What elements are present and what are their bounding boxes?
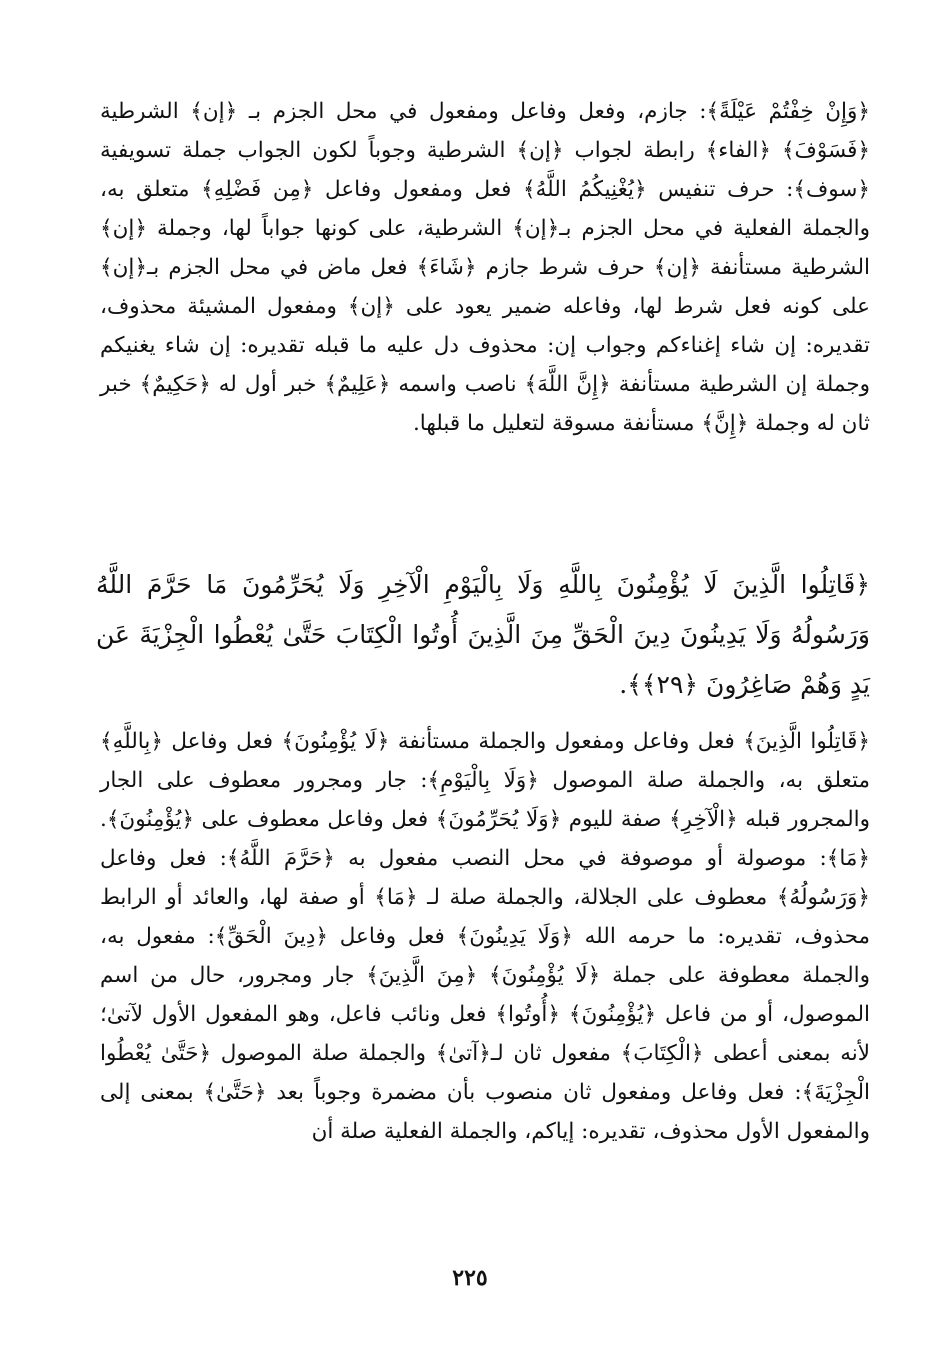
commentary-paragraph-2: ﴿قَاتِلُوا الَّذِينَ﴾ فعل وفاعل ومفعول والجملة مستأنفة ﴿لَا يُؤْمِنُونَ﴾ فعل وفاعل ﴿بِاللَّهِ﴾ متعلق به، والجملة صلة الموصول ﴿وَلَا بِالْيَوْمِ﴾: جار ومجرور معطوف على الجار والمجرور قبله ﴿الْآخِرِ﴾ صفة لليوم ﴿وَلَا يُحَرِّمُونَ﴾ فعل وفاعل معطوف على ﴿يُؤْمِنُونَ﴾. ﴿مَا﴾: موصولة أو موصوفة في محل النصب مفعول به ﴿حَرَّمَ اللَّهُ﴾: فعل وفاعل ﴿وَرَسُولُهُ﴾ معطوف على الجلالة، والجملة صلة لـ ﴿مَا﴾ أو صفة لها، والعائد أو الرابط محذوف، تقديره: ما حرمه الله ﴿وَلَا يَدِينُونَ﴾ فعل وفاعل ﴿دِينَ الْحَقِّ﴾: مفعول به، والجملة معطوفة على جملة ﴿لَا يُؤْمِنُونَ﴾ ﴿مِنَ الَّذِينَ﴾ جار ومجرور، حال من اسم الموصول، أو من فاعل ﴿يُؤْمِنُونَ﴾ ﴿أُوتُوا﴾ فعل ونائب فاعل، وهو المفعول الأول لآتىٰ؛ لأنه بمعنى أعطى ﴿الْكِتَابَ﴾ مفعول ثان لـ﴿آتىٰ﴾ والجملة صلة الموصول ﴿حَتَّىٰ يُعْطُوا الْجِزْيَةَ﴾: فعل وفاعل ومفعول ثان منصوب بأن مضمرة وجوباً بعد ﴿حَتَّىٰ﴾ بمعنى إلى والمفعول الأول محذوف، تقديره: إياكم، والجملة الفعلية صلة أن	[100, 729, 870, 1144]
quran-verse: ﴿قَاتِلُوا الَّذِينَ لَا يُؤْمِنُونَ بِاللَّهِ وَلَا بِالْيَوْمِ الْآخِرِ وَلَا يُحَرِّمُونَ مَا حَرَّمَ اللَّهُ وَرَسُولُهُ وَلَا يَدِينُونَ دِينَ الْحَقِّ مِنَ الَّذِينَ أُوتُوا الْكِتَابَ حَتَّىٰ يُعْطُوا الْجِزْيَةَ عَن يَدٍ وَهُمْ صَاغِرُونَ ﴿٢٩﴾﴾.	[96, 570, 870, 699]
commentary-paragraph-1: ﴿وَإِنْ خِفْتُمْ عَيْلَةً﴾: جازم، وفعل وفاعل ومفعول في محل الجزم بـ ﴿إن﴾ الشرطية ﴿فَسَوْفَ﴾ ﴿الفاء﴾ رابطة لجواب ﴿إن﴾ الشرطية وجوباً لكون الجواب جملة تسويفية ﴿سوف﴾: حرف تنفيس ﴿يُغْنِيكُمُ اللَّهُ﴾ فعل ومفعول وفاعل ﴿مِن فَضْلِهِ﴾ متعلق به، والجملة الفعلية في محل الجزم بـ﴿إن﴾ الشرطية، على كونها جواباً لها، وجملة ﴿إن﴾ الشرطية مستأنفة ﴿إن﴾ حرف شرط جازم ﴿شَاءَ﴾ فعل ماض في محل الجزم بـ﴿إن﴾ على كونه فعل شرط لها، وفاعله ضمير يعود على ﴿إن﴾ ومفعول المشيئة محذوف، تقديره: إن شاء إغناءكم وجواب إن: محذوف دل عليه ما قبله تقديره: إن شاء يغنيكم وجملة إن الشرطية مستأنفة ﴿إِنَّ اللَّهَ﴾ ناصب واسمه ﴿عَلِيمٌ﴾ خبر أول له ﴿حَكِيمٌ﴾ خبر ثان له وجملة ﴿إِنَّ﴾ مستأنفة مسوقة لتعليل ما قبلها.	[100, 99, 870, 436]
page-number: ٢٢٥	[452, 1265, 488, 1291]
